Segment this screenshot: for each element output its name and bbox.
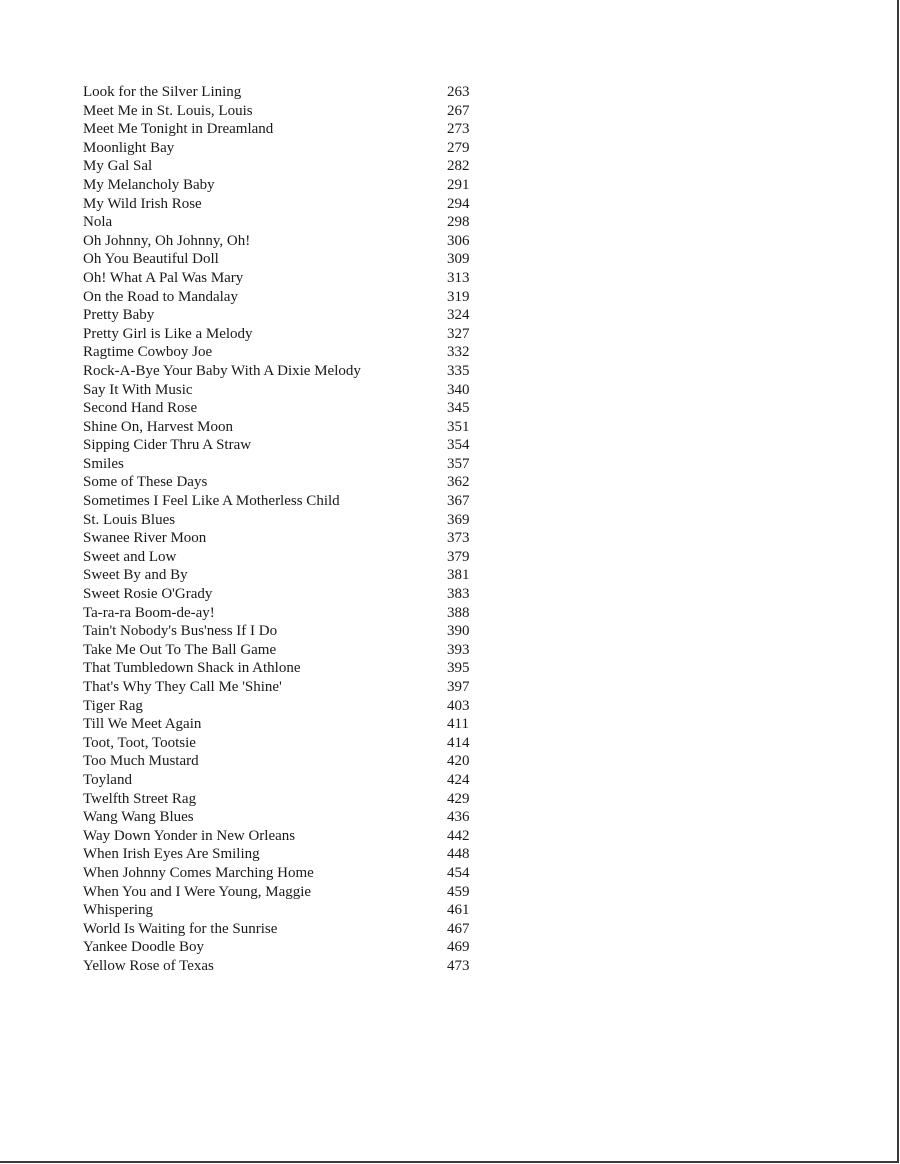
page-number: 388 (447, 604, 470, 621)
page-number: 351 (447, 418, 470, 435)
page-number: 357 (447, 455, 470, 472)
page-number: 397 (447, 679, 470, 695)
page-number: 381 (447, 567, 470, 584)
song-title: Yankee Doodle Boy (83, 939, 204, 956)
toc-entry (83, 622, 503, 641)
toc-entry (83, 269, 503, 288)
toc-entry (83, 176, 503, 195)
page-number: 454 (447, 864, 470, 881)
song-title: Twelfth Street Rag (83, 790, 197, 807)
toc-entry (83, 734, 503, 753)
toc-entry (83, 790, 503, 809)
page-number: 332 (447, 344, 470, 361)
song-title: My Wild Irish Rose (83, 195, 202, 212)
page-number: 298 (447, 214, 470, 231)
song-title: Ta-ra-ra Boom-de-ay! (83, 604, 215, 621)
page-number: 263 (447, 84, 470, 100)
song-title: Till We Meet Again (83, 716, 202, 733)
page-number: 362 (447, 474, 470, 491)
page-number: 267 (447, 102, 470, 119)
song-title: Rock-A-Bye Your Baby With A Dixie Melody (83, 362, 361, 379)
song-title: Sweet By and By (83, 567, 188, 584)
song-title: World Is Waiting for the Sunrise (83, 920, 278, 937)
page-number: 459 (447, 883, 470, 900)
page-number: 467 (447, 920, 470, 937)
song-title: Smiles (83, 455, 124, 472)
toc-entry (83, 455, 503, 474)
toc-entry (83, 938, 503, 957)
song-title: Moonlight Bay (83, 139, 175, 156)
song-title: Toyland (83, 771, 132, 788)
toc-entry (83, 139, 503, 158)
song-title: Way Down Yonder in New Orleans (83, 827, 296, 844)
song-title: Sweet Rosie O'Grady (83, 586, 213, 603)
page-number: 411 (447, 716, 469, 733)
page-number: 442 (447, 827, 470, 844)
page-number: 390 (447, 623, 470, 640)
song-title: Meet Me Tonight in Dreamland (83, 121, 274, 138)
song-title: That Tumbledown Shack in Athlone (83, 660, 301, 677)
page-number: 424 (447, 771, 470, 788)
song-title: Pretty Girl is Like a Melody (83, 325, 253, 342)
toc-entry (83, 306, 503, 325)
toc-entry (83, 845, 503, 864)
page-number: 369 (447, 511, 470, 528)
page-number: 461 (447, 902, 470, 919)
page-number: 282 (447, 158, 470, 175)
toc-entry (83, 883, 503, 902)
page-number: 403 (447, 697, 470, 714)
page-number: 469 (447, 939, 470, 956)
song-title: Whispering (83, 902, 153, 919)
song-title: When You and I Were Young, Maggie (83, 883, 312, 900)
page-number: 335 (447, 362, 470, 379)
song-title: When Johnny Comes Marching Home (83, 864, 314, 881)
song-title: On the Road to Mandalay (83, 288, 238, 305)
toc-entry (83, 362, 503, 381)
page-number: 291 (447, 176, 470, 193)
song-title: My Gal Sal (83, 158, 153, 175)
toc-entry (83, 920, 503, 939)
page-number: 473 (447, 957, 470, 974)
toc-entry (83, 120, 503, 139)
page-number: 313 (447, 269, 470, 286)
song-title: Meet Me in St. Louis, Louis (83, 102, 253, 119)
toc-entry (83, 250, 503, 269)
toc-entry (83, 864, 503, 883)
song-title: Sipping Cider Thru A Straw (83, 437, 252, 454)
page-number: 367 (447, 493, 470, 510)
toc-entry (83, 771, 503, 790)
toc-entry (83, 102, 503, 121)
song-title: When Irish Eyes Are Smiling (83, 846, 260, 863)
toc-entry (83, 901, 503, 920)
toc-entry (83, 827, 503, 846)
page-number: 327 (447, 325, 470, 342)
song-title: My Melancholy Baby (83, 176, 215, 193)
page-number: 294 (447, 195, 470, 212)
toc-entry (83, 232, 503, 251)
page-number: 340 (447, 381, 470, 398)
song-title: Oh You Beautiful Doll (83, 251, 219, 268)
song-title: Sometimes I Feel Like A Motherless Child (83, 493, 340, 510)
page-number: 420 (447, 753, 470, 770)
toc-entry (83, 343, 503, 362)
page-number: 448 (447, 846, 470, 863)
toc-entry (83, 604, 503, 623)
toc-entry (83, 511, 503, 530)
page-number: 429 (447, 790, 470, 807)
toc-entry (83, 325, 503, 344)
toc-entry (83, 585, 503, 604)
toc-entry (83, 83, 503, 102)
song-title: Oh! What A Pal Was Mary (83, 269, 244, 286)
page-number: 373 (447, 530, 470, 547)
page-number: 319 (447, 288, 470, 305)
toc-entry (83, 492, 503, 511)
song-title: Nola (83, 214, 113, 231)
toc-entry (83, 697, 503, 716)
toc-entry (83, 752, 503, 771)
song-title: Toot, Toot, Tootsie (83, 734, 196, 751)
song-title: That's Why They Call Me 'Shine' (83, 679, 282, 695)
song-title: Take Me Out To The Ball Game (83, 641, 277, 658)
page-number: 306 (447, 232, 470, 249)
song-title: Tiger Rag (83, 697, 143, 714)
toc-entry (83, 195, 503, 214)
song-title: Shine On, Harvest Moon (83, 418, 233, 435)
toc-entry (83, 381, 503, 400)
page-number: 273 (447, 121, 470, 138)
page-number: 436 (447, 809, 470, 826)
song-title: Tain't Nobody's Bus'ness If I Do (83, 623, 278, 640)
song-title: Say It With Music (83, 381, 193, 398)
page-number: 279 (447, 139, 470, 156)
song-title: Wang Wang Blues (83, 809, 194, 826)
toc-entry (83, 808, 503, 827)
toc-entry (83, 678, 503, 697)
page-number: 354 (447, 437, 470, 454)
page-number: 414 (447, 734, 470, 751)
page-number: 309 (447, 251, 470, 268)
song-title: St. Louis Blues (83, 511, 176, 528)
toc-entry (83, 566, 503, 585)
song-title: Pretty Baby (83, 307, 155, 324)
toc-entry (83, 715, 503, 734)
song-title: Swanee River Moon (83, 530, 207, 547)
toc-entry (83, 213, 503, 232)
toc-entry (83, 288, 503, 307)
toc-entry (83, 548, 503, 567)
page-number: 395 (447, 660, 470, 677)
toc-entry (83, 473, 503, 492)
song-title: Too Much Mustard (83, 753, 199, 770)
toc-entry (83, 157, 503, 176)
table-of-contents (83, 83, 503, 976)
toc-entry (83, 529, 503, 548)
page-number: 324 (447, 307, 470, 324)
toc-entry (83, 957, 503, 976)
page-number: 393 (447, 641, 470, 658)
song-title: Some of These Days (83, 474, 208, 491)
song-title: Second Hand Rose (83, 400, 198, 417)
toc-entry (83, 436, 503, 455)
song-title: Look for the Silver Lining (83, 84, 242, 100)
song-title: Yellow Rose of Texas (83, 957, 214, 974)
song-title: Sweet and Low (83, 548, 177, 565)
toc-entry (83, 418, 503, 437)
toc-entry (83, 641, 503, 660)
page-number: 383 (447, 586, 470, 603)
toc-entry (83, 399, 503, 418)
song-title: Ragtime Cowboy Joe (83, 344, 213, 361)
song-title: Oh Johnny, Oh Johnny, Oh! (83, 232, 251, 249)
toc-entry (83, 659, 503, 678)
page-number: 379 (447, 548, 470, 565)
page-number: 345 (447, 400, 470, 417)
